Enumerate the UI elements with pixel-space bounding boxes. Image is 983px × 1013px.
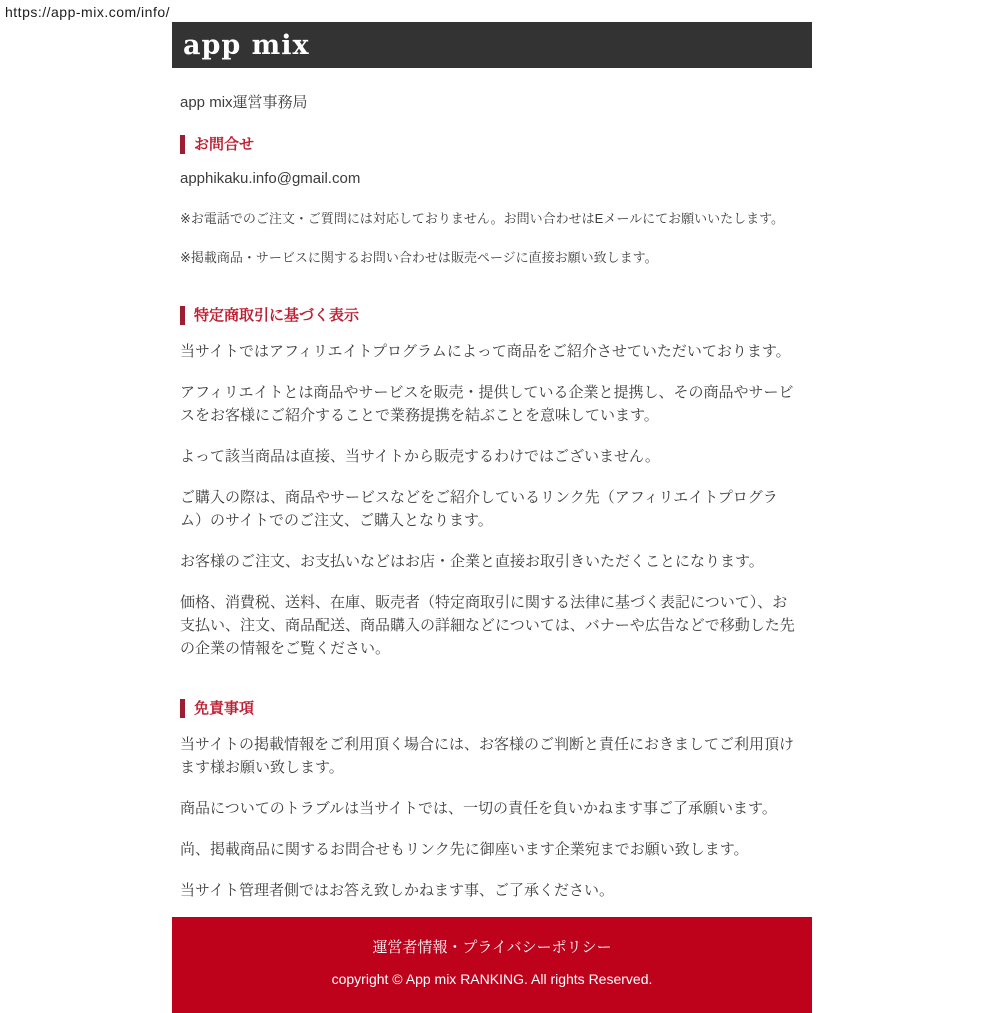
contact-email: apphikaku.info@gmail.com: [180, 170, 361, 187]
site-title: app mix: [183, 29, 310, 61]
section-contact: [180, 135, 798, 267]
operator-line: app mix運営事務局: [180, 94, 308, 111]
paragraph: よって該当商品は直接、当サイトから販売するわけではございません。: [180, 448, 660, 465]
footer-copyright: copyright © App mix RANKING. All rights Reserved.: [331, 971, 653, 987]
disclaimer-heading: 免責事項: [180, 699, 798, 718]
paragraph: 商品についてのトラブルは当サイトでは、一切の責任を負いかねます事ご了承願います。: [180, 800, 777, 817]
paragraph: 価格、消費税、送料、在庫、販売者（特定商取引に関する法律に基づく表記について）、お支払い、注文、商品配送、商品購入の詳細などについては、バナーや広告などで移動した先の企業の情報をご覧ください。: [180, 594, 795, 657]
footer-privacy-link[interactable]: 運営者情報・プライバシーポリシー: [372, 939, 612, 956]
section-disclaimer: [180, 699, 798, 902]
main-content: [172, 68, 812, 902]
paragraph: お客様のご注文、お支払いなどはお店・企業と直接お取引きいただくことになります。: [180, 553, 764, 570]
paragraph: アフィリエイトとは商品やサービスを販売・提供している企業と提携し、その商品やサービスをお客様にご紹介することで業務提携を結ぶことを意味しています。: [180, 384, 794, 424]
site-footer: [172, 917, 812, 1013]
site-header: [172, 22, 812, 68]
tokutei-heading: 特定商取引に基づく表示: [180, 306, 798, 325]
paragraph: 当サイトではアフィリエイトプログラムによって商品をご紹介させていただいております。: [180, 343, 791, 360]
contact-note: ※掲載商品・サービスに関するお問い合わせは販売ページに直接お願い致します。: [180, 250, 658, 265]
paragraph: 当サイト管理者側ではお答え致しかねます事、ご了承ください。: [180, 882, 614, 899]
contact-heading: お問合せ: [180, 135, 798, 154]
contact-note: ※お電話でのご注文・ご質問には対応しておりません。お問い合わせはEメールにてお願いいたします。: [180, 211, 785, 226]
browser-url-text: https://app-mix.com/info/: [5, 4, 171, 20]
paragraph: 尚、掲載商品に関するお問合せもリンク先に御座います企業宛までお願い致します。: [180, 841, 749, 858]
paragraph: 当サイトの掲載情報をご利用頂く場合には、お客様のご判断と責任におきましてご利用頂けます様お願い致します。: [180, 736, 794, 776]
section-tokutei: [180, 306, 798, 660]
paragraph: ご購入の際は、商品やサービスなどをご紹介しているリンク先（アフィリエイトプログラム）のサイトでのご注文、ご購入となります。: [180, 489, 778, 529]
